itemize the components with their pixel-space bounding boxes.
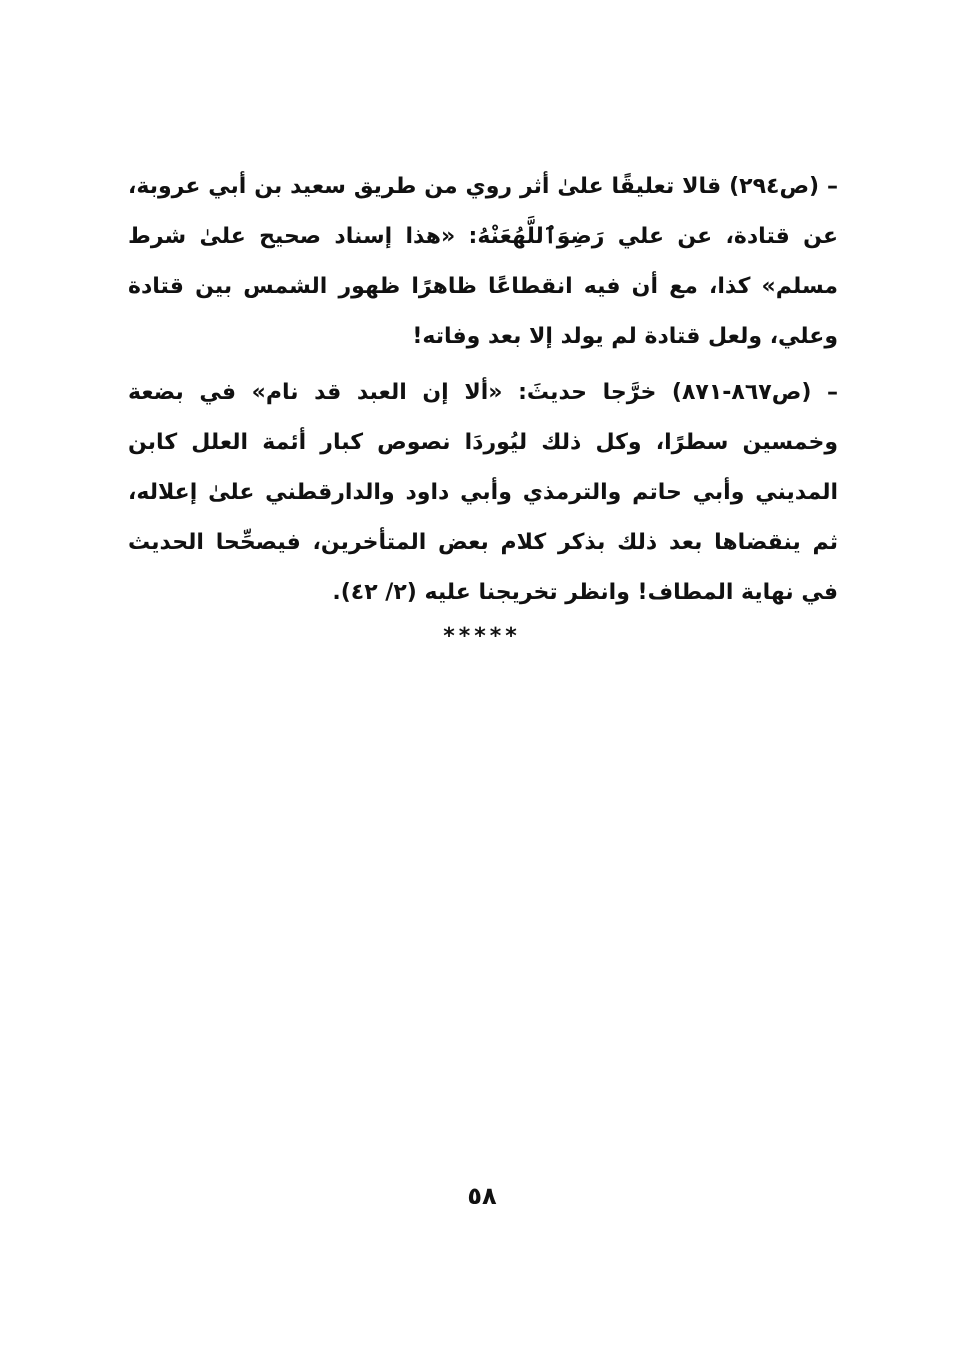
page-number: ٥٨ (467, 1182, 497, 1210)
section-separator: ***** (443, 624, 521, 649)
paragraph-1: – (ص٢٩٤) قالا تعليقًا علىٰ أثر روي من طريق سعيد بن أبي عروبة، عن قتادة، عن علي رَضِوَٱللَّهُعَنْهُ: «هذا إسناد صحيح علىٰ شرط مسلم» كذا، مع أن فيه انقطاعًا ظاهرًا ظهور الشمس بين قتادة وعلي، ولعل قتادة لم يولد إلا بعد وفاته! (128, 174, 838, 349)
body-text (128, 162, 838, 624)
paragraph-2: – (ص٨٦٧-٨٧١) خرَّجا حديثَ: «ألا إن العبد قد نام» في بضعة وخمسين سطرًا، وكل ذلك ليُوردَا نصوص كبار أئمة العلل كابن المديني وأبي حاتم والترمذي وأبي داود والدارقطني علىٰ إعلاله، ثم ينقضاها بعد ذلك بذكر كلام بعض المتأخرين، فيصحِّحا الحديث في نهاية المطاف! وانظر تخريجنا عليه (٢/ ٤٢). (128, 380, 838, 605)
